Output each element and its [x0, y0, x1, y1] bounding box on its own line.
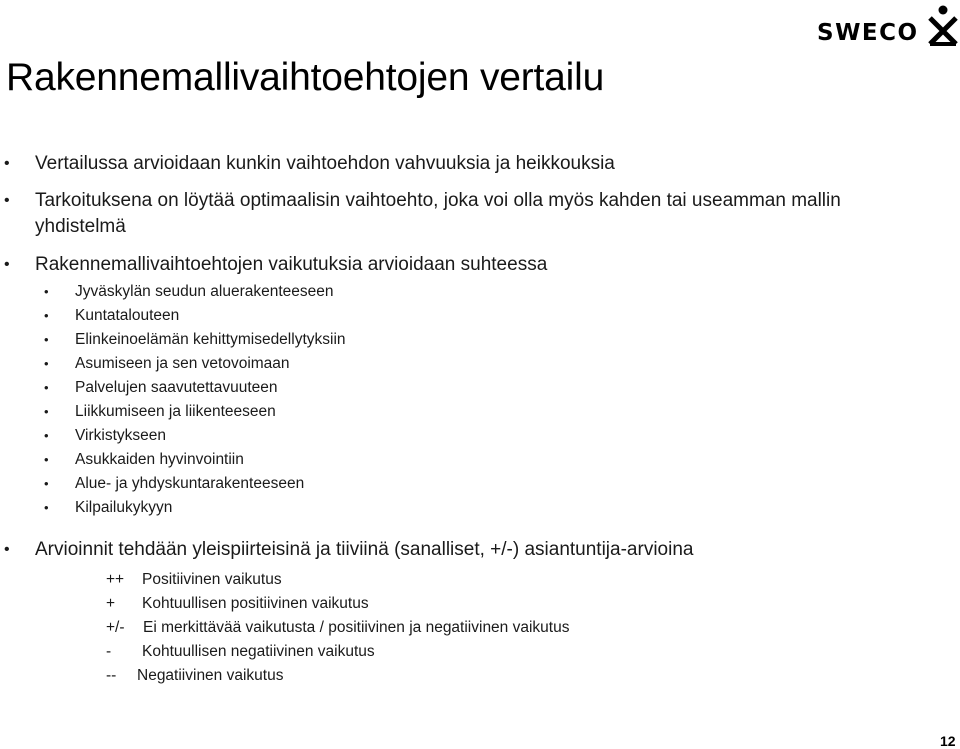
logo-text: SWECO — [817, 20, 919, 46]
sub-bullet-item — [44, 498, 173, 518]
sub-bullet-item — [44, 450, 244, 470]
bullet-text: Arvioinnit tehdään yleispiirteisinä ja tiiviinä (sanalliset, +/-) asiantuntija-arvioina — [35, 539, 694, 560]
rating-label: Negatiivinen vaikutus — [137, 667, 284, 684]
sub-bullet-item — [44, 330, 346, 350]
bullet-text: Tarkoituksena on löytää optimaalisin vaihtoehto, joka voi olla myös kahden tai useamman mallin — [35, 190, 841, 211]
rating-row — [106, 642, 375, 662]
bullet-dot: • — [44, 284, 49, 299]
sweco-x-icon — [926, 4, 960, 46]
sub-bullet-text: Kuntatalouteen — [75, 307, 180, 324]
sub-bullet-text: Virkistykseen — [75, 427, 167, 444]
rating-row — [106, 594, 369, 614]
sub-bullet-text: Liikkumiseen ja liikenteeseen — [75, 403, 276, 420]
bullet-text: Vertailussa arvioidaan kunkin vaihtoehdon vahvuuksia ja heikkouksia — [35, 153, 615, 174]
slide-title: Rakennemallivaihtoehtojen vertailu — [6, 56, 605, 99]
bullet-dot: • — [44, 452, 49, 467]
sub-bullet-text: Elinkeinoelämän kehittymisedellytyksiin — [75, 331, 346, 348]
bullet-dot: • — [4, 541, 10, 558]
rating-symbol: ++ — [106, 571, 125, 588]
rating-label: Positiivinen vaikutus — [142, 571, 282, 588]
sub-bullet-item — [44, 426, 167, 446]
bullet-dot: • — [44, 332, 49, 347]
sub-bullet-text: Asukkaiden hyvinvointiin — [75, 451, 244, 468]
bullet-dot: • — [44, 356, 49, 371]
bullet-dot: • — [44, 308, 49, 323]
sweco-logo — [816, 4, 960, 48]
rating-label: Ei merkittävää vaikutusta / positiivinen ja negatiivinen vaikutus — [143, 619, 570, 636]
bullet-dot: • — [4, 256, 10, 273]
sub-bullet-item — [44, 306, 180, 326]
bullet-dot: • — [44, 476, 49, 491]
rating-label: Kohtuullisen negatiivinen vaikutus — [142, 643, 375, 660]
sub-bullet-item — [44, 282, 334, 302]
bullet-item — [4, 152, 615, 176]
sub-bullet-text: Alue- ja yhdyskuntarakenteeseen — [75, 475, 305, 492]
sub-bullet-item — [44, 354, 290, 374]
rating-symbol: - — [106, 643, 112, 660]
bullet-dot: • — [44, 404, 49, 419]
sub-bullet-text: Palvelujen saavutettavuuteen — [75, 379, 278, 396]
rating-row — [106, 618, 569, 638]
bullet-text: Rakennemallivaihtoehtojen vaikutuksia arvioidaan suhteessa — [35, 254, 548, 275]
sub-bullet-item — [44, 474, 305, 494]
bullet-dot: • — [4, 155, 10, 172]
rating-label: Kohtuullisen positiivinen vaikutus — [142, 595, 369, 612]
bullet-dot: • — [4, 192, 10, 209]
rating-symbol: + — [106, 595, 116, 612]
bullet-item — [4, 253, 548, 277]
bullet-dot: • — [44, 380, 49, 395]
rating-row — [106, 570, 282, 590]
bullet-continuation — [35, 215, 126, 239]
sub-bullet-item — [44, 402, 276, 422]
sub-bullet-text: Asumiseen ja sen vetovoimaan — [75, 355, 290, 372]
bullet-dot: • — [44, 428, 49, 443]
bullet-item — [4, 538, 694, 562]
sub-bullet-text: Jyväskylän seudun aluerakenteeseen — [75, 283, 334, 300]
bullet-item — [4, 189, 841, 213]
bullet-dot: • — [44, 500, 49, 515]
rating-symbol: -- — [106, 667, 117, 684]
bullet-text: yhdistelmä — [35, 216, 126, 237]
page-number: 12 — [940, 733, 956, 749]
sub-bullet-text: Kilpailukykyyn — [75, 499, 173, 516]
rating-row — [106, 666, 283, 686]
sub-bullet-item — [44, 378, 278, 398]
rating-symbol: +/- — [106, 619, 125, 636]
